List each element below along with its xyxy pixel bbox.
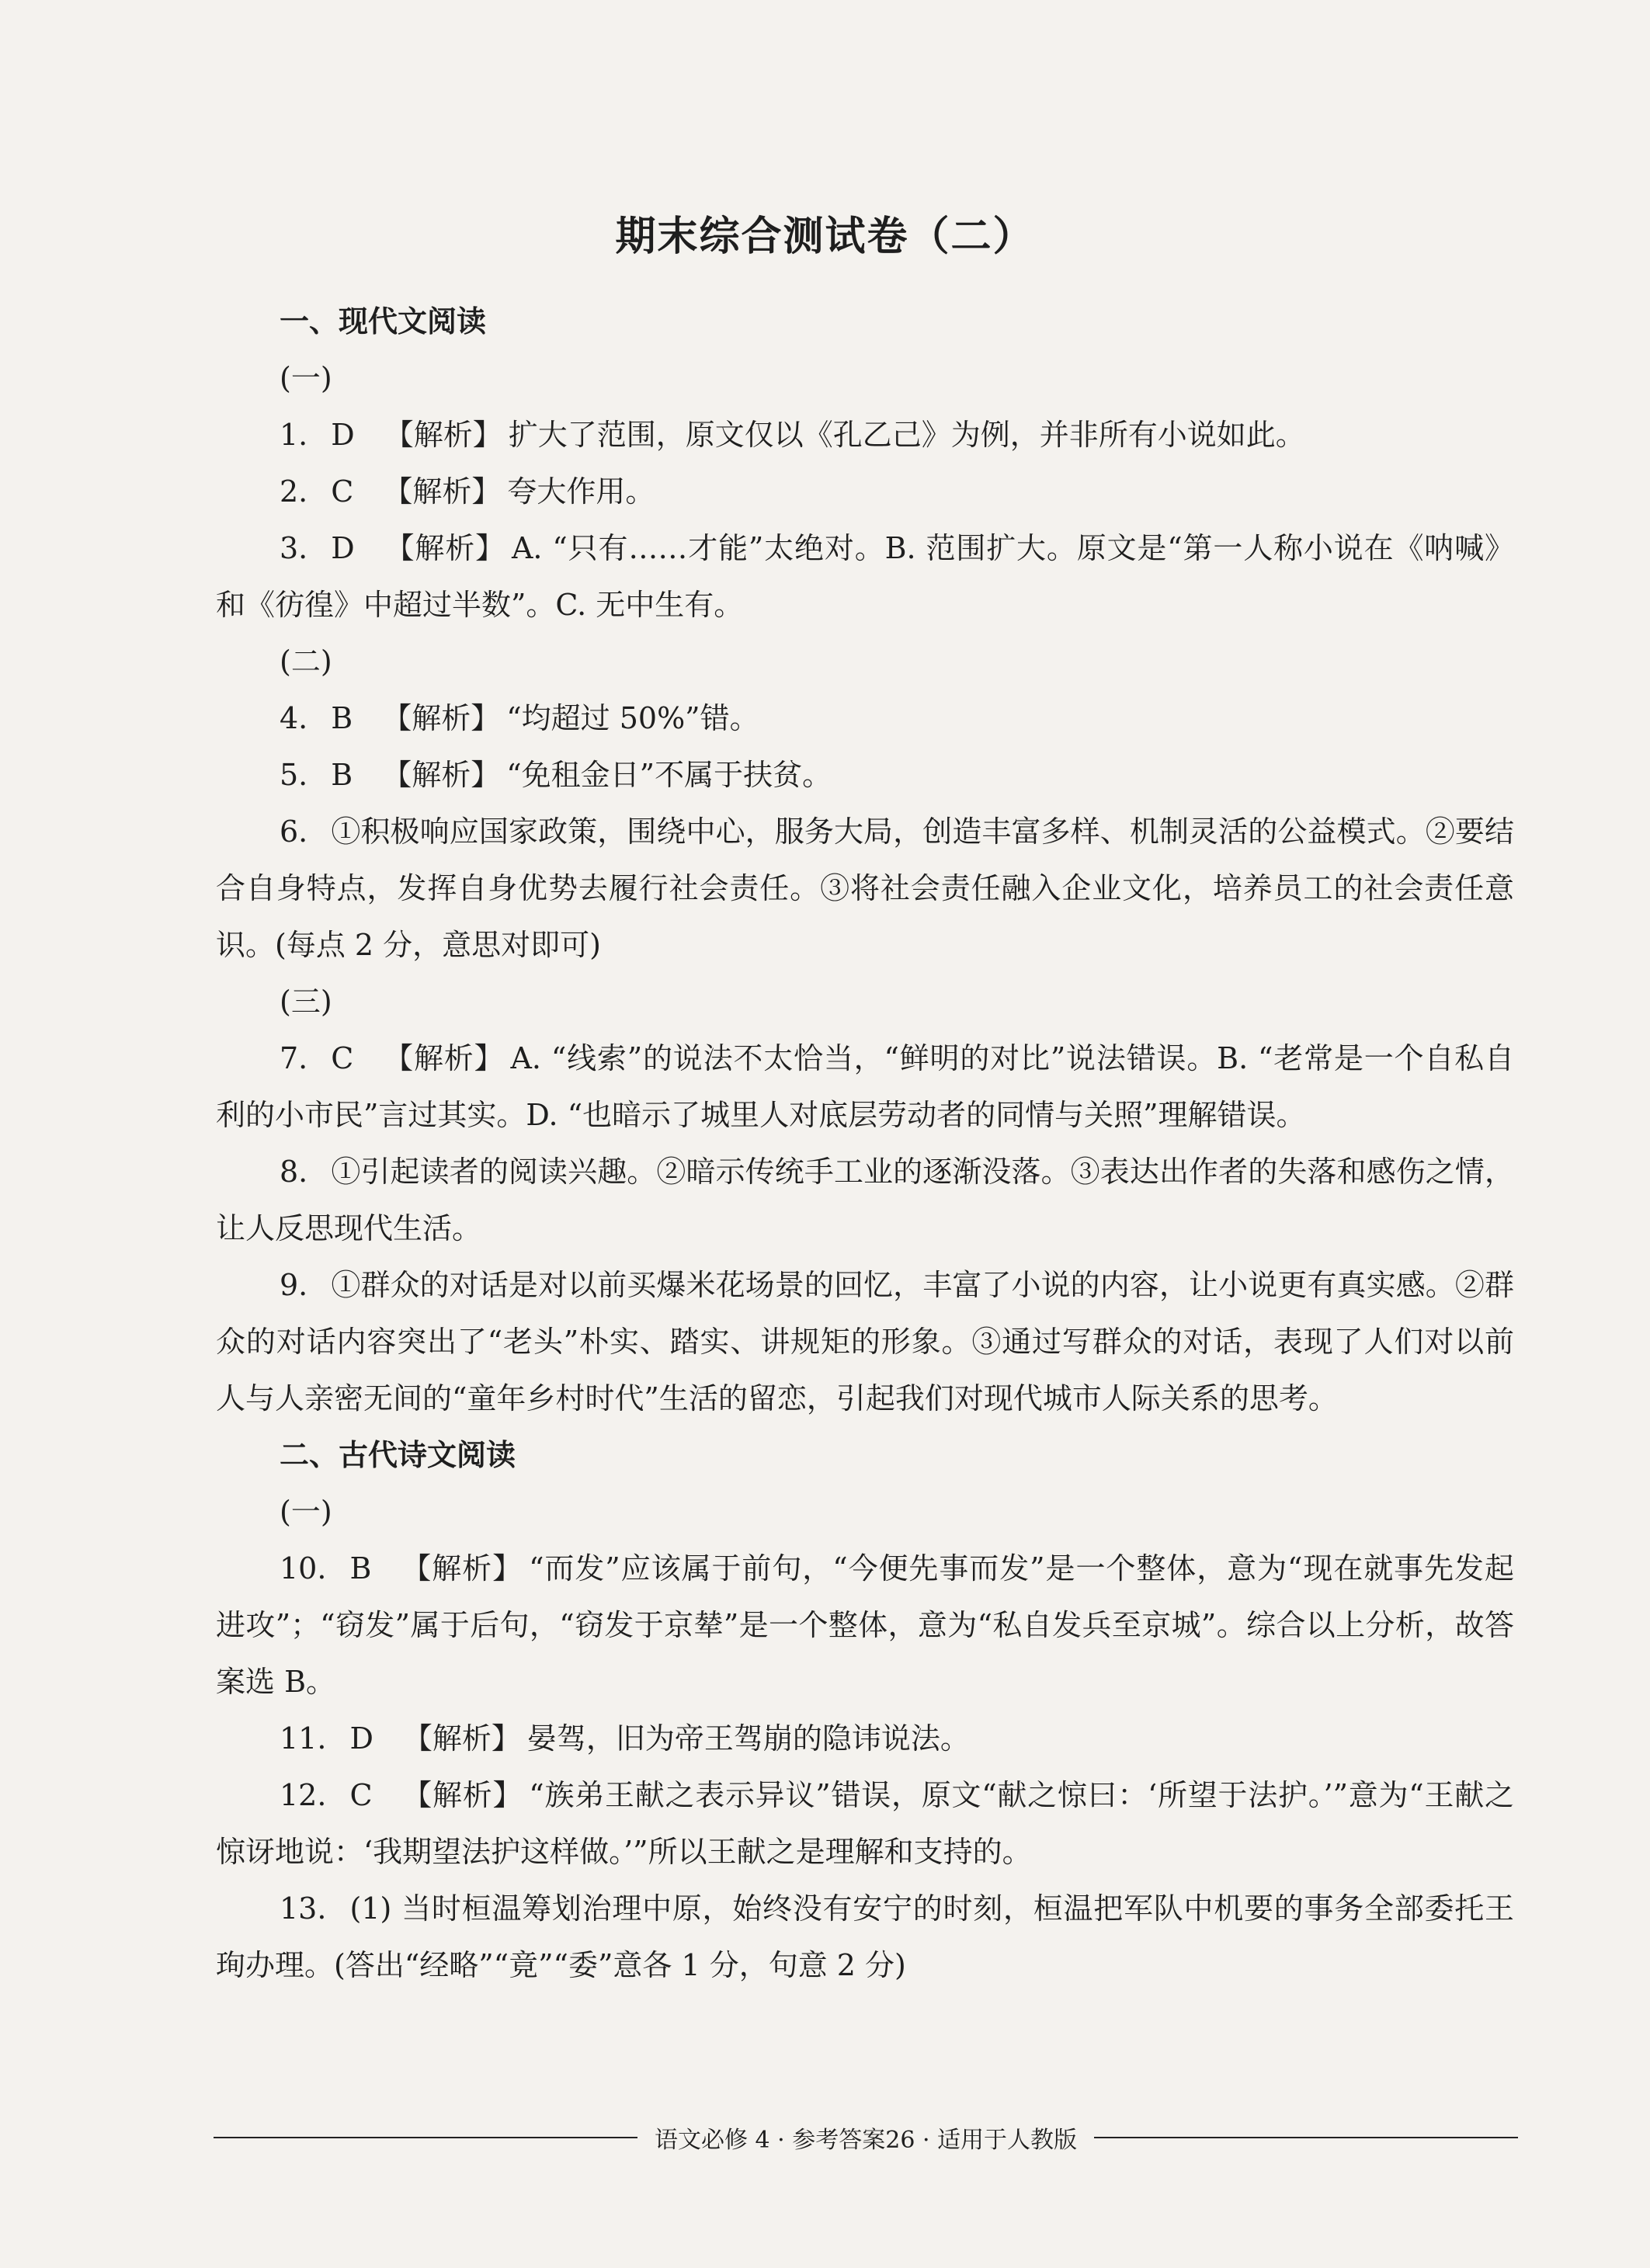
- analysis-tag: 【解析】: [382, 758, 501, 792]
- item-answer: B: [349, 1551, 372, 1586]
- item-text: A. “线索”的说法不太恰当，“鲜明的对比”说法错误。B. “老常是一个自私自利的小市民”言过其实。D. “也暗示了城里人对底层劳动者的同情与关照”理解错误。: [216, 1041, 1514, 1132]
- answer-item-4: [216, 690, 1514, 747]
- item-text: ①积极响应国家政策，围绕中心，服务大局，创造丰富多样、机制灵活的公益模式。②要结合自身特点，发挥自身优势去履行社会责任。③将社会责任融入企业文化，培养员工的社会责任意识。(每点 2 分，意思对即可): [216, 814, 1514, 962]
- answer-item-5: [216, 747, 1514, 804]
- item-number: 9.: [280, 1268, 308, 1302]
- item-number: 3.: [280, 531, 308, 565]
- item-text: 扩大了范围，原文仅以《孔乙己》为例，并非所有小说如此。: [508, 418, 1305, 452]
- subsection-label: (三): [280, 985, 332, 1019]
- footer-text: 语文必修 4 · 参考答案26 · 适用于人教版: [655, 2127, 1078, 2154]
- section-heading: 二、古代诗文阅读: [280, 1438, 516, 1472]
- page-title: 期末综合测试卷（二）: [615, 214, 1035, 260]
- analysis-tag: 【解析】: [382, 701, 501, 735]
- answer-content: [216, 293, 1514, 1994]
- analysis-tag: 【解析】: [401, 1551, 523, 1586]
- item-text: ①群众的对话是对以前买爆米花场景的回忆，丰富了小说的内容，让小说更有真实感。②群众的对话内容突出了“老头”朴实、踏实、讲规矩的形象。③通过写群众的对话，表现了人们对以前人与人亲密无间的“童年乡村时代”生活的留恋，引起我们对现代城市人际关系的思考。: [216, 1268, 1514, 1415]
- item-text: A. “只有……才能”太绝对。B. 范围扩大。原文是“第一人称小说在《呐喊》和《彷徨》中超过半数”。C. 无中生有。: [216, 531, 1514, 622]
- analysis-tag: 【解析】: [383, 474, 502, 509]
- item-answer: C: [349, 1778, 373, 1812]
- item-text: (1) 当时桓温筹划治理中原，始终没有安宁的时刻，桓温把军队中机要的事务全部委托王珣办理。(答出“经略”“竟”“委”意各 1 分，句意 2 分): [216, 1891, 1514, 1982]
- footer-rule-left: [214, 2137, 637, 2138]
- analysis-tag: 【解析】: [401, 1778, 523, 1812]
- item-number: 11.: [280, 1721, 327, 1756]
- item-text: 夸大作用。: [507, 474, 655, 509]
- answer-item-13: [216, 1881, 1514, 1994]
- item-answer: B: [331, 701, 353, 735]
- item-number: 13.: [280, 1891, 327, 1926]
- subsection-label: (二): [280, 644, 332, 679]
- answer-item-3: [216, 520, 1514, 634]
- answer-item-10: [216, 1540, 1514, 1711]
- item-number: 5.: [280, 758, 308, 792]
- item-answer: D: [331, 418, 355, 452]
- item-answer: C: [331, 474, 354, 509]
- answer-item-1: [216, 407, 1514, 464]
- item-answer: D: [349, 1721, 373, 1756]
- page-footer: [214, 2118, 1518, 2157]
- item-number: 2.: [280, 474, 308, 509]
- item-text: “免租金日”不属于扶贫。: [506, 758, 832, 792]
- answer-item-8: [216, 1144, 1514, 1257]
- item-number: 12.: [280, 1778, 327, 1812]
- item-answer: D: [331, 531, 355, 565]
- answer-item-12: [216, 1767, 1514, 1881]
- subsection-label: (一): [280, 1495, 332, 1529]
- section-heading: 一、现代文阅读: [280, 304, 487, 339]
- answer-item-11: [216, 1711, 1514, 1767]
- item-answer: C: [331, 1041, 354, 1075]
- analysis-tag: 【解析】: [384, 531, 505, 565]
- item-number: 4.: [280, 701, 308, 735]
- subsection-label: (一): [280, 361, 332, 395]
- item-text: “族弟王献之表示异议”错误，原文“献之惊曰：‘所望于法护。’”意为“王献之惊讶地说：‘我期望法护这样做。’”所以王献之是理解和支持的。: [216, 1778, 1514, 1869]
- item-number: 1.: [280, 418, 308, 452]
- answer-item-2: [216, 464, 1514, 520]
- item-answer: B: [331, 758, 353, 792]
- item-text: “均超过 50%”错。: [506, 701, 759, 735]
- analysis-tag: 【解析】: [383, 1041, 505, 1075]
- answer-item-6: [216, 804, 1514, 974]
- analysis-tag: 【解析】: [402, 1721, 521, 1756]
- item-number: 10.: [280, 1551, 327, 1586]
- footer-rule-right: [1094, 2137, 1518, 2138]
- item-text: 晏驾，旧为帝王驾崩的隐讳说法。: [526, 1721, 970, 1756]
- item-text: “而发”应该属于前句，“今便先事而发”是一个整体，意为“现在就事先发起进攻”；“窃发”属于后句，“窃发于京辇”是一个整体，意为“私自发兵至京城”。综合以上分析，故答案选 B。: [216, 1551, 1514, 1699]
- answer-item-9: [216, 1257, 1514, 1427]
- item-number: 7.: [280, 1041, 308, 1075]
- item-text: ①引起读者的阅读兴趣。②暗示传统手工业的逐渐没落。③表达出作者的失落和感伤之情，让人反思现代生活。: [216, 1155, 1514, 1245]
- answer-item-7: [216, 1030, 1514, 1144]
- item-number: 6.: [280, 814, 308, 849]
- analysis-tag: 【解析】: [384, 418, 502, 452]
- item-number: 8.: [280, 1155, 308, 1189]
